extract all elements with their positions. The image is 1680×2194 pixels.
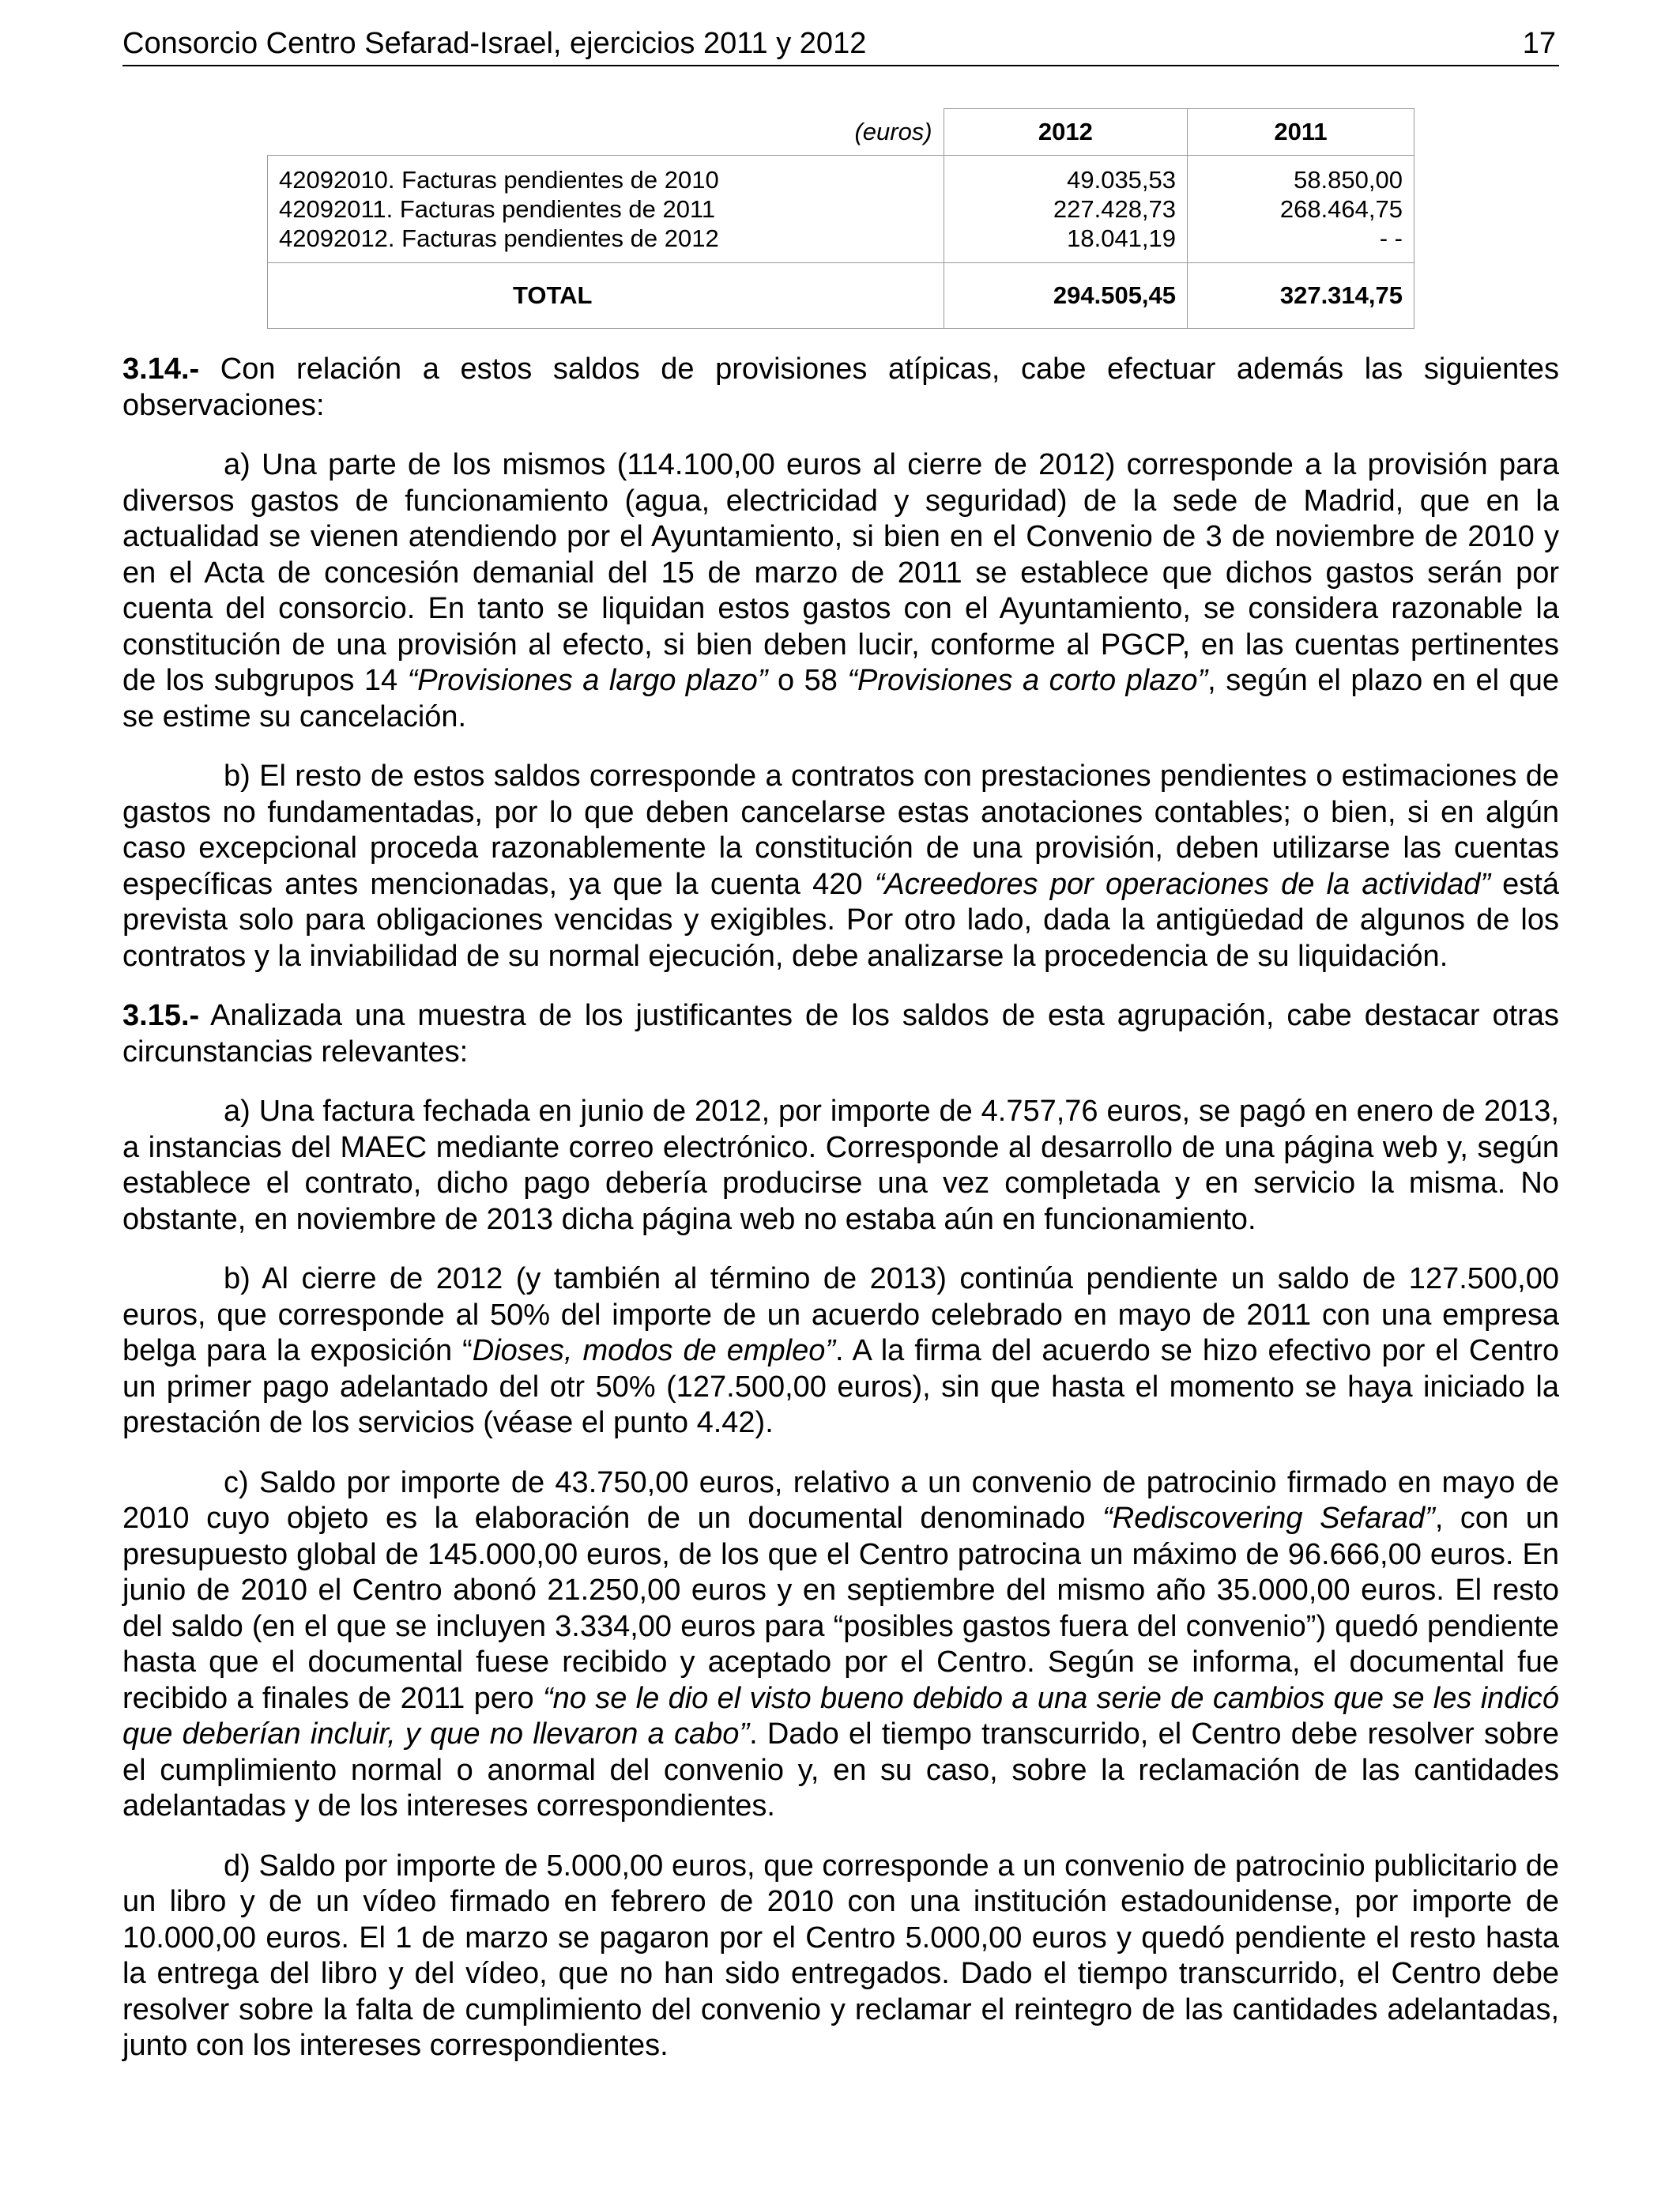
row-label: 42092012. Facturas pendientes de 2012 [279,224,719,252]
values-2012 [944,156,1187,263]
table-header-row [268,109,1414,156]
section-3-14-intro: 3.14.- Con relación a estos saldos de provisiones atípicas, cabe efectuar además las siguientes observaciones: [122,352,1559,422]
cell-value: - - [1379,224,1403,252]
column-header-2011: 2011 [1188,109,1414,156]
paragraph-3-15-a: a) Una factura fechada en junio de 2012, por importe de 4.757,76 euros, se pagó en enero de 2013, a instancias del MAEC mediante correo electrónico. Corresponde al desarrollo de una página web y, según establece el contrato, dicho pago debería producirse una vez completada y en servicio la misma. No obstante, en noviembre de 2013 dicha página web no estaba aún en funcionamiento. [122,1095,1559,1236]
section-number: 3.15.- [122,999,200,1032]
paragraph-3-14-a: a) Una parte de los mismos (114.100,00 euros al cierre de 2012) corresponde a la provisión para diversos gastos de funcionamiento (agua, electricidad y seguridad) de la sede de Madrid, que en la actualidad se vienen atendiendo por el Ayuntamiento, si bien en el Convenio de 3 de noviembre de 2010 y en el Acta de concesión demanial del 15 de marzo de 2011 se establece que dichos gastos serán por cuenta del consorcio. En tanto se liquidan estos gastos con el Ayuntamiento, se considera razonable la constitución de una provisión al efecto, si bien deben lucir, conforme al PGCP, en las cuentas pertinentes de los subgrupos 14 “Provisiones a largo plazo” o 58 “Provisiones a corto plazo”, según el plazo en el que se estime su cancelación. [122,448,1560,733]
values-2011 [1188,156,1414,263]
cell-value: 58.850,00 [1294,166,1403,194]
section-3-15-intro: 3.15.- Analizada una muestra de los justificantes de los saldos de esta agrupación, cabe destacar otras circunstancias relevantes: [122,999,1559,1069]
column-header-2012: 2012 [944,109,1187,156]
unit-label: (euros) [854,117,932,145]
cell-value: 49.035,53 [1067,166,1177,194]
cell-value: 227.428,73 [1053,195,1177,223]
balances-table [267,108,1414,329]
cell-value: 268.464,75 [1279,195,1403,223]
row-labels [268,156,944,263]
document-body [122,352,1559,2064]
row-label: 42092010. Facturas pendientes de 2010 [279,166,719,194]
row-label: 42092011. Facturas pendientes de 2011 [279,195,716,223]
total-2011: 327.314,75 [1188,263,1414,329]
table-rows [268,156,1414,263]
page-header [122,24,1559,66]
total-label: TOTAL [268,263,944,329]
total-row [268,263,1414,329]
paragraph-3-15-b: b) Al cierre de 2012 (y también al término de 2013) continúa pendiente un saldo de 127.500,00 euros, que corresponde al 50% del importe de un acuerdo celebrado en mayo de 2011 con una empresa belga para la exposición “Dioses, modos de empleo”. A la firma del acuerdo se hizo efectivo por el Centro un primer pago adelantado del otr 50% (127.500,00 euros), sin que hasta el momento se haya iniciado la prestación de los servicios (véase el punto 4.42). [122,1262,1559,1439]
paragraph-3-14-b: b) El resto de estos saldos corresponde a contratos con prestaciones pendientes o estimaciones de gastos no fundamentadas, por lo que deben cancelarse estas anotaciones contables; o bien, si en algún caso excepcional proceda razonablemente la constitución de una provisión, deben utilizarse las cuentas específicas antes mencionadas, ya que la cuenta 420 “Acreedores por operaciones de la actividad” está prevista solo para obligaciones vencidas y exigibles. Por otro lado, dada la antigüedad de algunos de los contratos y la inviabilidad de su normal ejecución, debe analizarse la procedencia de su liquidación. [122,760,1560,973]
page-number: 17 [1522,27,1556,60]
cell-value: 18.041,19 [1067,224,1177,252]
paragraph-3-15-c: c) Saldo por importe de 43.750,00 euros, relativo a un convenio de patrocinio firmado en mayo de 2010 cuyo objeto es la elaboración de un documental denominado “Rediscovering Sefarad”, con un presupuesto global de 145.000,00 euros, de los que el Centro patrocina un máximo de 96.666,00 euros. En junio de 2010 el Centro abonó 21.250,00 euros y en septiembre del mismo año 35.000,00 euros. El resto del saldo (en el que se incluyen 3.334,00 euros para “posibles gastos fuera del convenio”) quedó pendiente hasta que el documental fuese recibido y aceptado por el Centro. Según se informa, el documental fue recibido a finales de 2011 pero “no se le dio el visto bueno debido a una serie de cambios que se les indicó que deberían incluir, y que no llevaron a cabo”. Dado el tiempo transcurrido, el Centro debe resolver sobre el cumplimiento normal o anormal del convenio y, en su caso, sobre la reclamación de las cantidades adelantadas y de los intereses correspondientes. [122,1465,1560,1823]
header-title: Consorcio Centro Sefarad-Israel, ejercicios 2011 y 2012 [122,27,867,60]
section-number: 3.14.- [122,352,200,386]
paragraph-3-15-d: d) Saldo por importe de 5.000,00 euros, que corresponde a un convenio de patrocinio publicitario de un libro y de un vídeo firmado en febrero de 2010 con una institución estadounidense, por importe de 10.000,00 euros. El 1 de marzo se pagaron por el Centro 5.000,00 euros y quedó pendiente el resto hasta la entrega del libro y del vídeo, que no han sido entregados. Dado el tiempo transcurrido, el Centro debe resolver sobre la falta de cumplimiento del convenio y reclamar el reintegro de las cantidades adelantadas, junto con los intereses correspondientes. [122,1849,1559,2062]
total-2012: 294.505,45 [944,263,1187,329]
